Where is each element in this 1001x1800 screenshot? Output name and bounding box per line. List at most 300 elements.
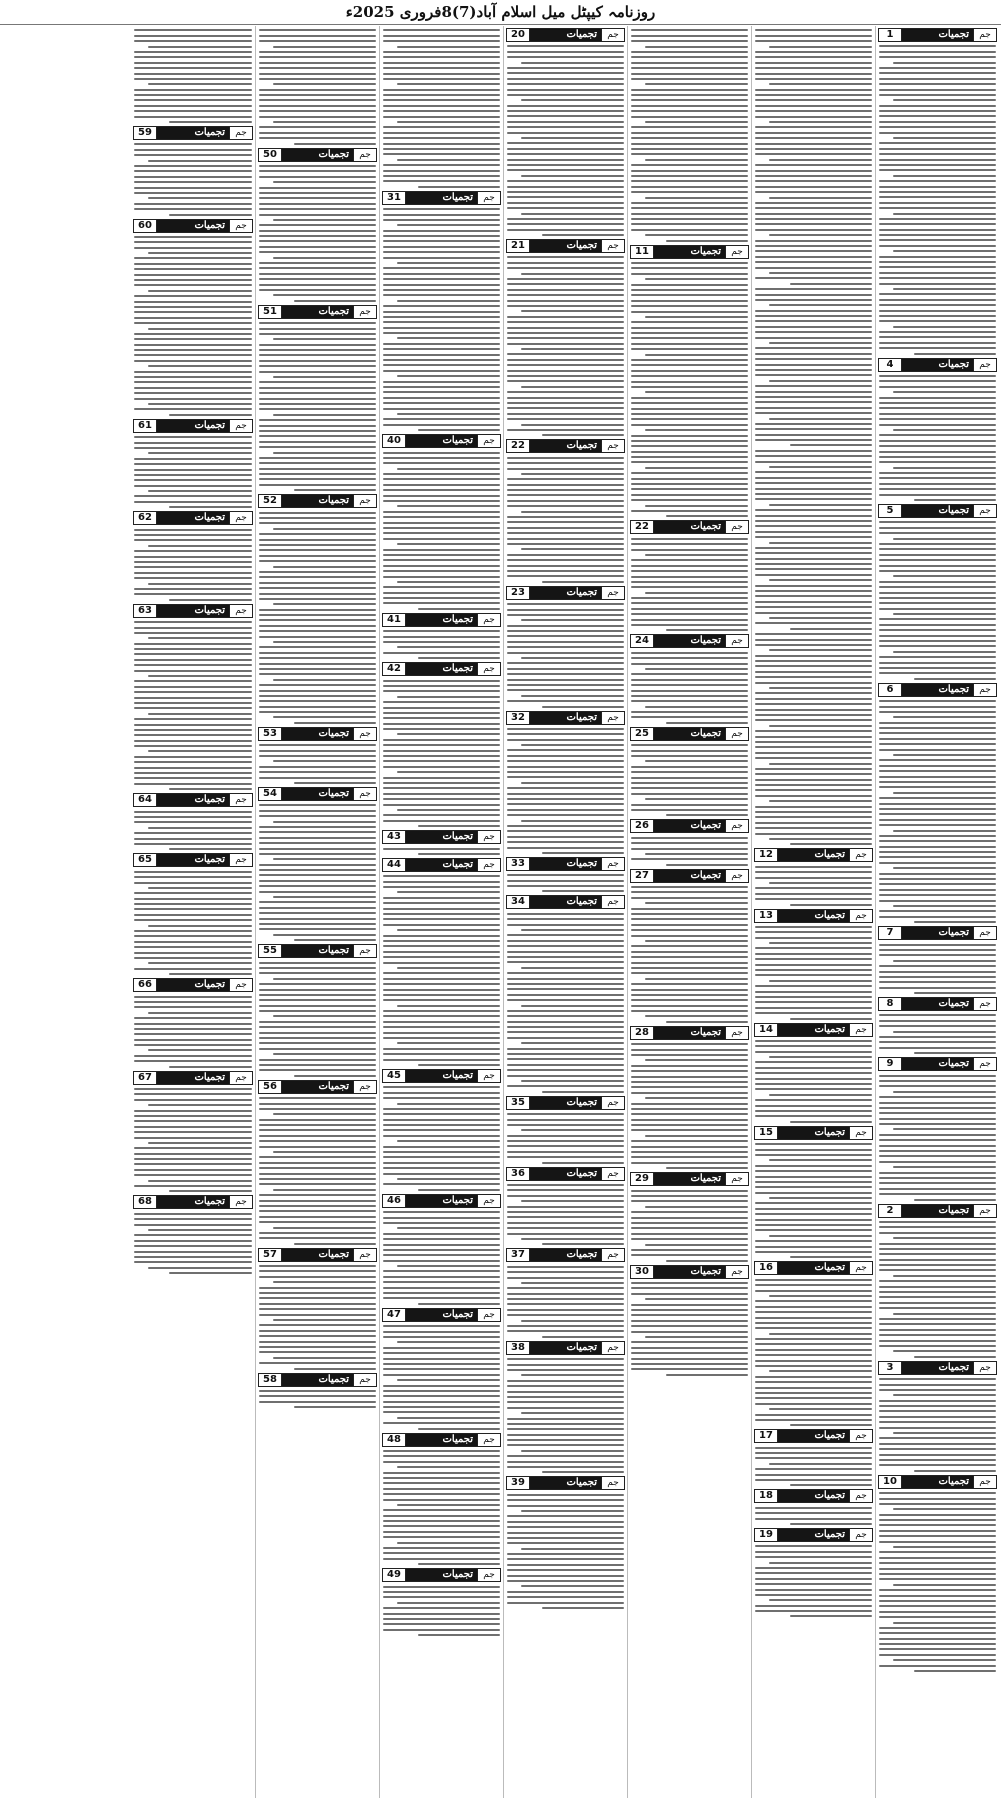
text-line [755, 622, 872, 624]
news-brief [506, 857, 625, 893]
text-line [148, 160, 252, 162]
brief-label: تجمیات [157, 420, 229, 432]
news-brief [506, 28, 625, 236]
text-line [645, 1336, 748, 1338]
text-line [397, 1178, 500, 1180]
text-line [294, 722, 376, 724]
text-line [893, 1128, 996, 1130]
text-line [134, 843, 252, 845]
text-line [755, 964, 872, 966]
text-line [507, 814, 624, 816]
text-line [259, 273, 376, 275]
text-line [134, 387, 252, 389]
text-line [879, 722, 996, 724]
text-line [134, 1120, 252, 1122]
brief-tag: جم [725, 820, 748, 832]
text-line [383, 148, 500, 150]
brief-tag: جم [477, 859, 500, 871]
news-brief [382, 858, 501, 1066]
text-line [879, 803, 996, 805]
text-line [259, 999, 376, 1001]
text-line [507, 45, 624, 47]
text-line [755, 1176, 872, 1178]
text-line [259, 630, 376, 632]
text-line [134, 458, 252, 460]
text-line [879, 1530, 996, 1532]
brief-number: 13 [755, 910, 778, 922]
text-line [631, 440, 748, 442]
text-line [879, 1296, 996, 1298]
brief-number: 41 [383, 614, 406, 626]
text-line [383, 935, 500, 937]
text-line [645, 505, 748, 507]
text-line [259, 994, 376, 996]
text-line [134, 914, 252, 916]
text-line [893, 1031, 996, 1033]
text-line [383, 1010, 500, 1012]
text-line [134, 1169, 252, 1171]
text-line [879, 581, 996, 583]
text-line [507, 760, 624, 762]
text-line [755, 488, 872, 490]
text-line [507, 918, 624, 920]
text-line [879, 1075, 996, 1077]
text-line [755, 1457, 872, 1459]
text-line [507, 1021, 624, 1023]
text-line [383, 1493, 500, 1495]
text-line [383, 408, 500, 410]
text-line [507, 972, 624, 974]
text-line [383, 294, 500, 296]
text-line [148, 750, 252, 752]
text-line [666, 1260, 748, 1262]
text-line [755, 568, 872, 570]
text-line [259, 1005, 376, 1007]
brief-label: تجمیات [282, 788, 353, 800]
text-line [755, 1414, 872, 1416]
text-line [755, 866, 872, 868]
text-line [259, 1173, 376, 1175]
brief-header [382, 434, 501, 448]
text-line [755, 56, 872, 58]
text-line [418, 1563, 500, 1565]
text-line [879, 732, 996, 734]
text-line [418, 608, 500, 610]
text-line [755, 358, 872, 360]
brief-text [878, 521, 997, 679]
text-line [383, 1472, 500, 1474]
text-line [893, 1166, 996, 1168]
text-line [507, 1064, 624, 1066]
text-line [383, 766, 500, 768]
text-line [134, 1251, 252, 1253]
text-line [755, 1115, 872, 1117]
text-line [383, 1552, 500, 1554]
text-line [418, 1189, 500, 1191]
text-line [397, 891, 500, 893]
text-line [879, 1578, 996, 1580]
text-line [259, 94, 376, 96]
brief-text [382, 29, 501, 187]
text-line [134, 941, 252, 943]
text-line [879, 169, 996, 171]
text-line [134, 577, 252, 579]
brief-tag: جم [601, 896, 624, 908]
text-line [383, 1586, 500, 1588]
brief-text [258, 1390, 377, 1408]
text-line [893, 429, 996, 431]
text-line [755, 773, 872, 775]
text-line [148, 1049, 252, 1051]
text-line [755, 482, 872, 484]
text-line [790, 843, 872, 845]
text-line [259, 1097, 376, 1099]
brief-number: 40 [383, 435, 406, 447]
text-line [631, 510, 748, 512]
text-line [631, 137, 748, 139]
text-line [879, 1025, 996, 1027]
text-line [879, 196, 996, 198]
brief-text [878, 1378, 997, 1472]
text-line [755, 893, 872, 895]
brief-text [630, 744, 749, 816]
text-line [259, 869, 376, 871]
text-line [521, 1585, 624, 1587]
text-line [259, 446, 376, 448]
text-line [259, 967, 376, 969]
text-line [383, 685, 500, 687]
text-line [645, 234, 748, 236]
brief-header [382, 662, 501, 676]
text-line [755, 175, 872, 177]
text-line [383, 902, 500, 904]
text-line [134, 534, 252, 536]
text-line [521, 99, 624, 101]
text-line [418, 1634, 500, 1636]
brief-number: 54 [259, 788, 282, 800]
text-line [631, 499, 748, 501]
text-line [134, 832, 252, 834]
text-line [273, 257, 376, 259]
text-line [879, 835, 996, 837]
text-line [879, 1172, 996, 1174]
text-line [879, 883, 996, 885]
text-line [383, 132, 500, 134]
text-line [755, 164, 872, 166]
brief-tag: جم [601, 1168, 624, 1180]
text-line [769, 649, 872, 651]
brief-number: 45 [383, 1070, 406, 1082]
brief-header [506, 1341, 625, 1355]
text-line [645, 467, 748, 469]
text-line [879, 521, 996, 523]
text-line [914, 992, 996, 994]
brief-tag: جم [229, 605, 252, 617]
brief-tag: جم [973, 29, 996, 41]
text-line [134, 593, 252, 595]
text-line [879, 781, 996, 783]
text-line [259, 1346, 376, 1348]
text-line [507, 1385, 624, 1387]
news-brief [754, 1261, 873, 1426]
text-line [383, 881, 500, 883]
text-line [507, 429, 624, 431]
text-line [397, 1265, 500, 1267]
text-line [259, 1341, 376, 1343]
brief-label: تجمیات [157, 979, 229, 991]
text-line [507, 1298, 624, 1300]
text-line [383, 712, 500, 714]
text-line [259, 251, 376, 253]
text-line [879, 759, 996, 761]
text-line [259, 609, 376, 611]
brief-label: تجمیات [902, 998, 973, 1010]
text-line [631, 1119, 748, 1121]
text-line [134, 777, 252, 779]
text-line [755, 752, 872, 754]
text-line [259, 690, 376, 692]
text-line [879, 1421, 996, 1423]
text-line [879, 483, 996, 485]
brief-label: تجمیات [282, 1249, 353, 1261]
text-line [383, 94, 500, 96]
text-line [879, 245, 996, 247]
brief-label: تجمیات [157, 794, 229, 806]
text-line [769, 504, 872, 506]
text-line [879, 889, 996, 891]
text-line [879, 261, 996, 263]
text-line [507, 300, 624, 302]
brief-tag: جم [973, 1362, 996, 1374]
text-line [645, 706, 748, 708]
brief-tag: جم [353, 306, 376, 318]
brief-label: تجمیات [654, 728, 725, 740]
brief-header [133, 126, 253, 140]
text-line [507, 841, 624, 843]
brief-tag: جم [229, 512, 252, 524]
text-line [383, 246, 500, 248]
text-line [259, 1119, 376, 1121]
text-line [148, 1229, 252, 1231]
text-line [134, 78, 252, 80]
text-line [507, 1542, 624, 1544]
text-line [507, 1189, 624, 1191]
brief-number: 35 [507, 1097, 530, 1109]
text-line [383, 1536, 500, 1538]
text-line [259, 322, 376, 324]
text-line [755, 1083, 872, 1085]
text-line [134, 35, 252, 37]
text-line [259, 62, 376, 64]
brief-header [258, 494, 377, 508]
brief-label: تجمیات [778, 1262, 849, 1274]
text-line [769, 1235, 872, 1237]
brief-tag: جم [849, 1430, 872, 1442]
text-line [259, 1021, 376, 1023]
text-line [507, 793, 624, 795]
text-line [755, 477, 872, 479]
brief-label: تجمیات [902, 1058, 973, 1070]
text-line [134, 1240, 252, 1242]
text-line [755, 89, 872, 91]
text-line [631, 132, 748, 134]
text-line [631, 99, 748, 101]
text-line [755, 450, 872, 452]
text-line [169, 973, 252, 975]
text-line [383, 1211, 500, 1213]
text-line [631, 1320, 748, 1322]
text-line [259, 403, 376, 405]
text-line [259, 853, 376, 855]
text-line [879, 1080, 996, 1082]
text-line [645, 354, 748, 356]
text-line [273, 603, 376, 605]
text-line [755, 288, 872, 290]
text-line [383, 1048, 500, 1050]
text-line [879, 1595, 996, 1597]
text-line [631, 289, 748, 291]
text-line [631, 284, 748, 286]
text-line [879, 672, 996, 674]
text-line [879, 813, 996, 815]
text-line [259, 441, 376, 443]
news-brief [506, 239, 625, 436]
text-line [259, 912, 376, 914]
text-line [755, 1219, 872, 1221]
text-line [755, 1186, 872, 1188]
text-line [397, 262, 500, 264]
text-line [507, 885, 624, 887]
text-line [755, 1354, 872, 1356]
brief-header [506, 586, 625, 600]
text-line [383, 89, 500, 91]
text-line [507, 494, 624, 496]
news-brief [133, 978, 253, 1067]
text-line [134, 529, 252, 531]
text-line [666, 864, 748, 866]
news-column [379, 26, 503, 1798]
text-line [755, 1088, 872, 1090]
text-line [755, 1300, 872, 1302]
text-line [259, 1042, 376, 1044]
text-line [169, 788, 252, 790]
text-line [383, 999, 500, 1001]
text-line [914, 921, 996, 923]
text-line [755, 1403, 872, 1405]
text-line [879, 472, 996, 474]
brief-number: 17 [755, 1430, 778, 1442]
text-line [507, 278, 624, 280]
text-line [383, 924, 500, 926]
text-line [134, 882, 252, 884]
text-line [273, 1053, 376, 1055]
brief-tag: جم [229, 979, 252, 991]
text-line [755, 267, 872, 269]
text-line [755, 655, 872, 657]
text-line [879, 554, 996, 556]
text-line [879, 819, 996, 821]
text-line [259, 170, 376, 172]
text-line [879, 1193, 996, 1195]
text-line [879, 218, 996, 220]
brief-label: تجمیات [157, 1072, 229, 1084]
news-brief [382, 1308, 501, 1430]
text-line [879, 1551, 996, 1553]
text-line [893, 1275, 996, 1277]
text-line [631, 1325, 748, 1327]
text-line [397, 468, 500, 470]
text-line [134, 550, 252, 552]
text-line [645, 760, 748, 762]
text-line [134, 110, 252, 112]
brief-number: 2 [879, 1205, 902, 1217]
text-line [769, 838, 872, 840]
text-line [755, 515, 872, 517]
text-line [383, 945, 500, 947]
text-line [631, 1347, 748, 1349]
text-line [755, 207, 872, 209]
brief-label: تجمیات [530, 1168, 601, 1180]
brief-tag: جم [229, 420, 252, 432]
text-line [134, 903, 252, 905]
text-line [259, 126, 376, 128]
text-line [631, 891, 748, 893]
text-line [397, 375, 500, 377]
text-line [631, 809, 748, 811]
text-line [631, 787, 748, 789]
text-line [507, 538, 624, 540]
text-line [259, 1205, 376, 1207]
text-line [755, 1376, 872, 1378]
brief-text [878, 1492, 997, 1672]
text-line [134, 495, 252, 497]
text-line [631, 597, 748, 599]
text-line [755, 757, 872, 759]
text-line [259, 484, 376, 486]
text-line [631, 989, 748, 991]
text-line [879, 965, 996, 967]
text-line [631, 602, 748, 604]
text-line [755, 1507, 872, 1509]
text-line [879, 1340, 996, 1342]
text-line [631, 359, 748, 361]
news-brief [258, 305, 377, 492]
text-line [383, 1026, 500, 1028]
text-line [259, 582, 376, 584]
text-line [755, 1322, 872, 1324]
text-line [134, 371, 252, 373]
brief-label: تجمیات [157, 220, 229, 232]
brief-header [133, 219, 253, 233]
text-line [645, 1059, 748, 1061]
text-line [893, 288, 996, 290]
text-line [259, 457, 376, 459]
text-line [542, 706, 624, 708]
brief-number: 62 [134, 512, 157, 524]
text-line [631, 1254, 748, 1256]
brief-header [382, 1194, 501, 1208]
brief-tag: جم [849, 849, 872, 861]
brief-tag: جم [353, 149, 376, 161]
text-line [769, 159, 872, 161]
text-line [755, 439, 872, 441]
text-line [259, 815, 376, 817]
text-line [383, 576, 500, 578]
text-line [879, 548, 996, 550]
text-line [631, 483, 748, 485]
text-line [134, 73, 252, 75]
text-line [755, 67, 872, 69]
